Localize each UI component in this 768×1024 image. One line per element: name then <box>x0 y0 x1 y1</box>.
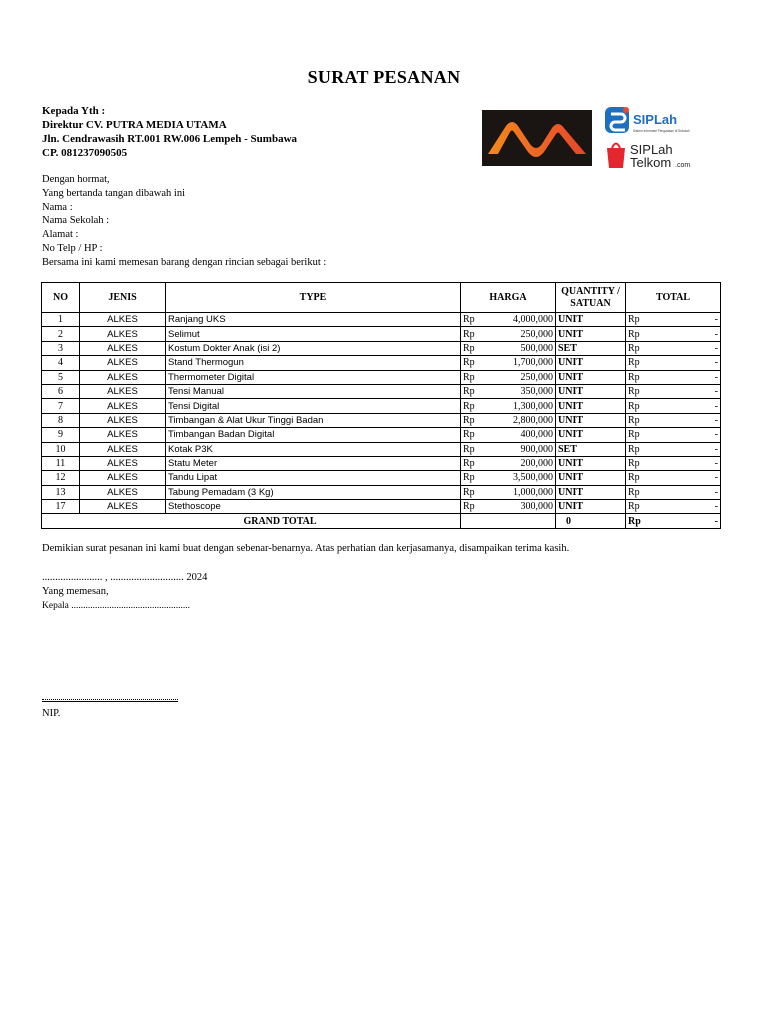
intro-sekolah: Nama Sekolah : <box>42 215 110 227</box>
siplah-telkom-text2: Telkom <box>630 155 672 170</box>
cell-jenis: ALKES <box>80 471 166 485</box>
cell-type: Tensi Digital <box>166 399 461 413</box>
table-row <box>42 485 721 499</box>
intro-greeting: Dengan hormat, <box>42 174 110 185</box>
cell-no: 12 <box>42 471 80 485</box>
table-row <box>42 370 721 384</box>
cell-jenis: ALKES <box>80 399 166 413</box>
cell-total: Rp - <box>626 399 721 413</box>
cell-type: Tensi Manual <box>166 384 461 398</box>
table-row <box>42 313 721 327</box>
siplah-telkom-text1: SIPLah <box>630 142 673 157</box>
cell-satuan: UNIT <box>556 384 626 398</box>
cell-satuan: UNIT <box>556 471 626 485</box>
cell-jenis: ALKES <box>80 442 166 456</box>
cell-no: 8 <box>42 413 80 427</box>
grand-total-value: Rp - <box>626 514 721 529</box>
intro-statement: Bersama ini kami memesan barang dengan rincian sebagai berikut : <box>42 256 327 268</box>
cell-satuan: UNIT <box>556 313 626 327</box>
table-row <box>42 413 721 427</box>
cell-satuan: UNIT <box>556 327 626 341</box>
cell-jenis: ALKES <box>80 313 166 327</box>
cell-harga: Rp 500,000 <box>461 341 556 355</box>
cell-no: 4 <box>42 356 80 370</box>
cell-harga: Rp 250,000 <box>461 370 556 384</box>
cell-type: Stethoscope <box>166 500 461 514</box>
cell-jenis: ALKES <box>80 384 166 398</box>
cell-no: 7 <box>42 399 80 413</box>
cell-jenis: ALKES <box>80 456 166 470</box>
signature-line <box>42 699 178 702</box>
recipient-block <box>42 104 297 160</box>
page-title: SURAT PESANAN <box>307 67 461 87</box>
cell-type: Statu Meter <box>166 456 461 470</box>
cell-harga: Rp 900,000 <box>461 442 556 456</box>
cell-jenis: ALKES <box>80 370 166 384</box>
cell-total: Rp - <box>626 370 721 384</box>
cell-harga: Rp 300,000 <box>461 500 556 514</box>
cell-type: Selimut <box>166 327 461 341</box>
header-type: TYPE <box>166 283 461 313</box>
cell-type: Kostum Dokter Anak (isi 2) <box>166 341 461 355</box>
cell-total: Rp - <box>626 442 721 456</box>
cell-satuan: UNIT <box>556 485 626 499</box>
recipient-name: Direktur CV. PUTRA MEDIA UTAMA <box>42 119 227 131</box>
signature-pemesan: Yang memesan, <box>42 586 109 597</box>
cell-type: Thermometer Digital <box>166 370 461 384</box>
cell-total: Rp - <box>626 485 721 499</box>
header-harga: HARGA <box>461 283 556 313</box>
table-row <box>42 471 721 485</box>
cell-type: Ranjang UKS <box>166 313 461 327</box>
cell-total: Rp - <box>626 428 721 442</box>
cell-jenis: ALKES <box>80 327 166 341</box>
grand-total-qty: 0 <box>556 514 626 529</box>
cell-harga: Rp 1,300,000 <box>461 399 556 413</box>
cell-satuan: SET <box>556 442 626 456</box>
recipient-greeting: Kepada Yth : <box>42 105 106 117</box>
cell-type: Kotak P3K <box>166 442 461 456</box>
grand-total-harga <box>461 514 556 529</box>
cell-no: 11 <box>42 456 80 470</box>
cell-satuan: UNIT <box>556 356 626 370</box>
cell-satuan: UNIT <box>556 500 626 514</box>
cell-total: Rp - <box>626 413 721 427</box>
cell-jenis: ALKES <box>80 356 166 370</box>
cell-satuan: UNIT <box>556 428 626 442</box>
signature-block <box>42 571 207 613</box>
cell-no: 13 <box>42 485 80 499</box>
intro-telp: No Telp / HP : <box>42 242 103 254</box>
cell-jenis: ALKES <box>80 341 166 355</box>
cell-type: Tabung Pemadam (3 Kg) <box>166 485 461 499</box>
closing-text: Demikian surat pesanan ini kami buat dengan sebenar-benarnya. Atas perhatian dan kerjasamanya, disampaikan terima kasih. <box>42 543 570 554</box>
signature-kepala: Kepala .................................................. <box>42 601 191 611</box>
cell-total: Rp - <box>626 356 721 370</box>
grand-total-row <box>42 514 721 529</box>
table-row <box>42 456 721 470</box>
siplah-telkom-logo <box>604 138 704 172</box>
cell-jenis: ALKES <box>80 413 166 427</box>
cell-total: Rp - <box>626 471 721 485</box>
intro-block <box>42 173 326 270</box>
siplah-subtext: Sistem Informasi Pengadaan di Sekolah <box>633 129 690 133</box>
cell-jenis: ALKES <box>80 485 166 499</box>
cell-jenis: ALKES <box>80 500 166 514</box>
table-header-row <box>42 283 721 313</box>
cell-type: Timbangan Badan Digital <box>166 428 461 442</box>
order-table <box>41 282 721 529</box>
cell-harga: Rp 4,000,000 <box>461 313 556 327</box>
header-no: NO <box>42 283 80 313</box>
header-total: TOTAL <box>626 283 721 313</box>
header-jenis: JENIS <box>80 283 166 313</box>
cell-harga: Rp 1,000,000 <box>461 485 556 499</box>
cell-no: 6 <box>42 384 80 398</box>
header-qty: QUANTITY / SATUAN <box>556 283 626 313</box>
cell-total: Rp - <box>626 500 721 514</box>
cell-type: Stand Thermogun <box>166 356 461 370</box>
table-row <box>42 428 721 442</box>
signature-date: ....................... , ............................ 2024 <box>42 572 208 583</box>
siplah-text: SIPLah <box>633 112 678 127</box>
table-row <box>42 341 721 355</box>
cell-harga: Rp 400,000 <box>461 428 556 442</box>
siplah-telkom-text3: .com <box>675 162 691 169</box>
cell-type: Timbangan & Alat Ukur Tinggi Badan <box>166 413 461 427</box>
cell-jenis: ALKES <box>80 428 166 442</box>
cell-total: Rp - <box>626 384 721 398</box>
cell-harga: Rp 350,000 <box>461 384 556 398</box>
cell-harga: Rp 3,500,000 <box>461 471 556 485</box>
cell-satuan: SET <box>556 341 626 355</box>
intro-alamat: Alamat : <box>42 229 79 241</box>
cell-no: 5 <box>42 370 80 384</box>
cell-total: Rp - <box>626 313 721 327</box>
table-row <box>42 384 721 398</box>
cell-total: Rp - <box>626 341 721 355</box>
table-row <box>42 327 721 341</box>
cell-no: 10 <box>42 442 80 456</box>
cell-harga: Rp 1,700,000 <box>461 356 556 370</box>
recipient-phone: CP. 081237090505 <box>42 147 128 159</box>
cell-satuan: UNIT <box>556 456 626 470</box>
siplah-logo <box>604 104 704 138</box>
cell-total: Rp - <box>626 327 721 341</box>
table-row <box>42 442 721 456</box>
grand-total-label: GRAND TOTAL <box>42 514 461 529</box>
cell-satuan: UNIT <box>556 399 626 413</box>
intro-nama: Nama : <box>42 201 73 213</box>
cell-harga: Rp 200,000 <box>461 456 556 470</box>
intro-signer: Yang bertanda tangan dibawah ini <box>42 187 185 199</box>
cell-no: 9 <box>42 428 80 442</box>
cell-type: Tandu Lipat <box>166 471 461 485</box>
table-row <box>42 399 721 413</box>
cell-no: 1 <box>42 313 80 327</box>
table-row <box>42 500 721 514</box>
cell-harga: Rp 250,000 <box>461 327 556 341</box>
cell-harga: Rp 2,800,000 <box>461 413 556 427</box>
cell-satuan: UNIT <box>556 370 626 384</box>
cell-total: Rp - <box>626 456 721 470</box>
cell-no: 2 <box>42 327 80 341</box>
cell-no: 17 <box>42 500 80 514</box>
recipient-address: Jln. Cendrawasih RT.001 RW.006 Lempeh - Sumbawa <box>42 133 298 145</box>
cell-no: 3 <box>42 341 80 355</box>
table-row <box>42 356 721 370</box>
cell-satuan: UNIT <box>556 413 626 427</box>
company-logo <box>482 110 592 166</box>
signature-nip: NIP. <box>42 708 61 719</box>
